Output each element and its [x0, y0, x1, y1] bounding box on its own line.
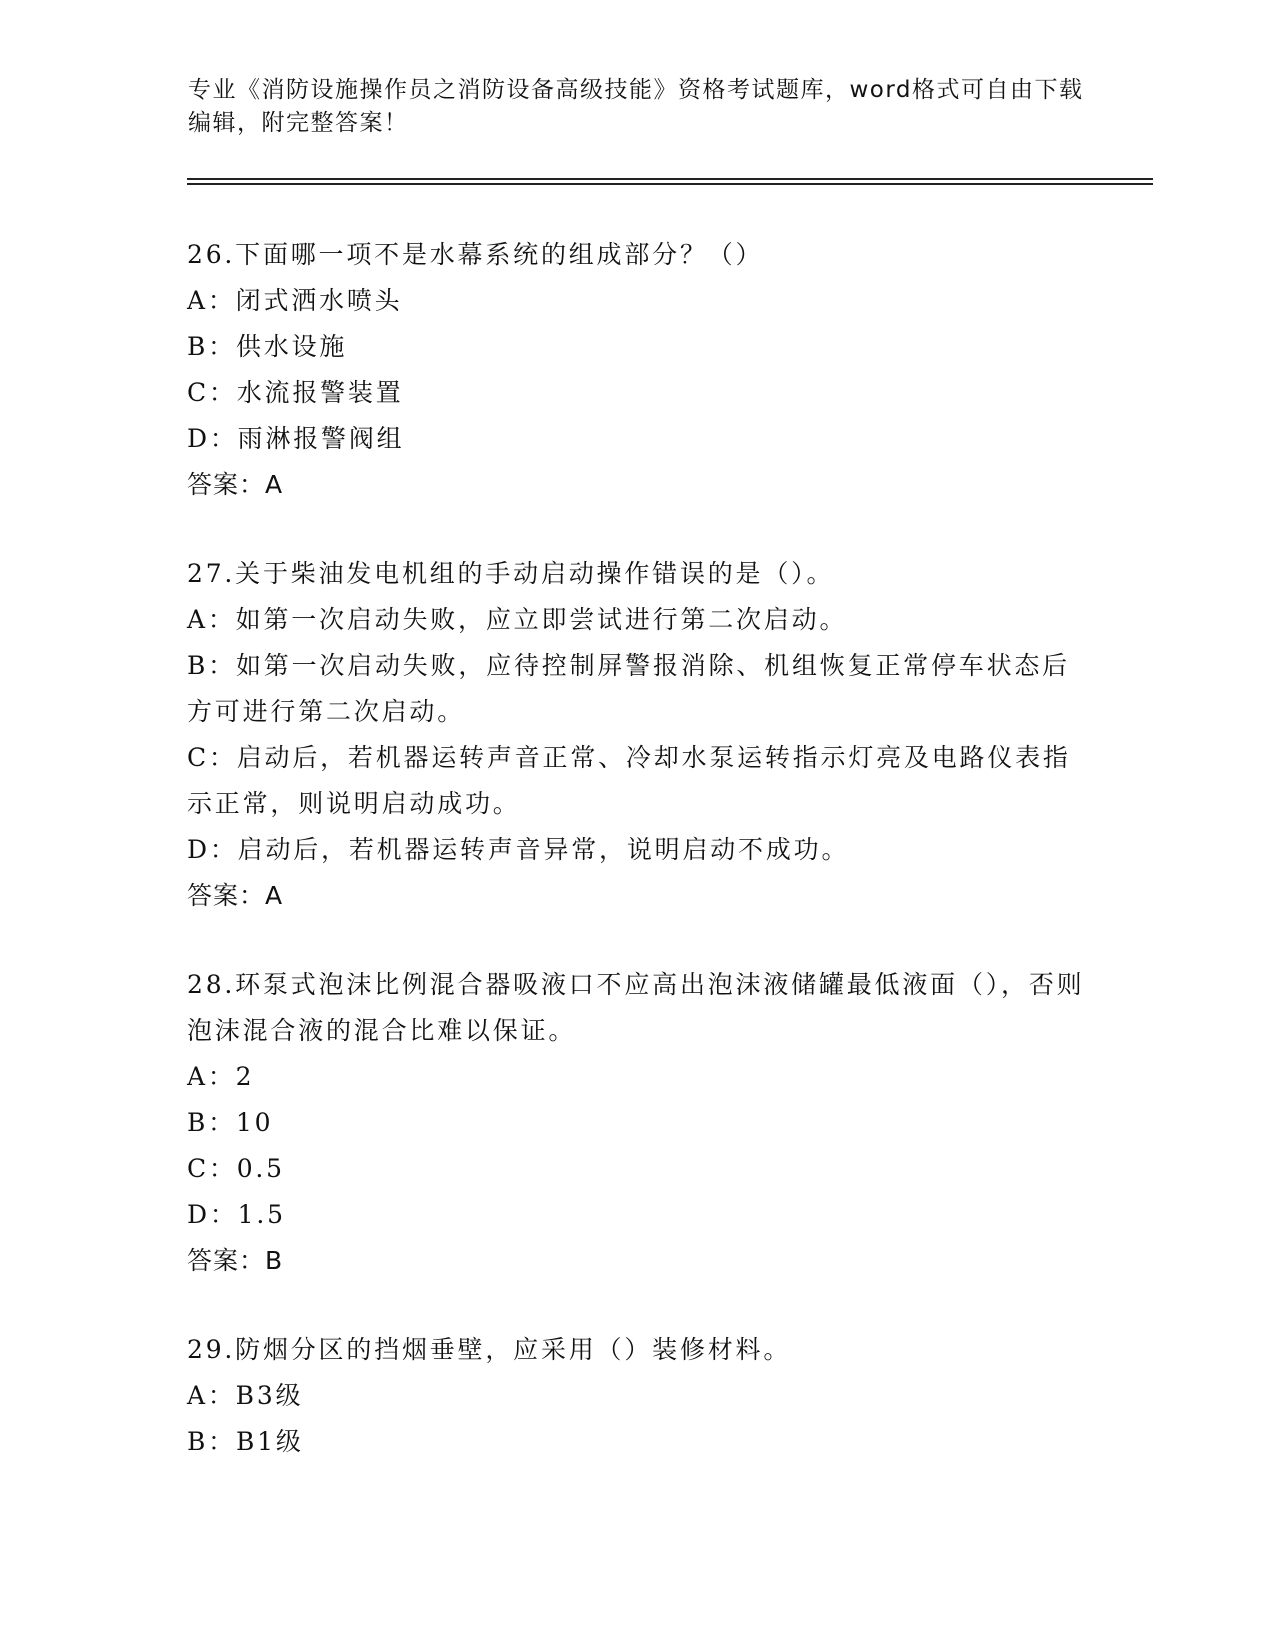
question-27 [187, 551, 1087, 919]
question-stem: 29.防烟分区的挡烟垂壁，应采用（）装修材料。 [187, 1335, 792, 1364]
option-c: C：水流报警装置 [187, 378, 404, 407]
option-c: C：0.5 [187, 1154, 285, 1183]
answer: 答案：A [187, 470, 284, 499]
option-a: A：闭式洒水喷头 [187, 286, 403, 315]
option-b: B：B1级 [187, 1427, 304, 1456]
question-stem: 28.环泵式泡沫比例混合器吸液口不应高出泡沫液储罐最低液面（），否则泡沫混合液的混合比难以保证。 [187, 970, 1085, 1045]
option-d: D：雨淋报警阀组 [187, 424, 405, 453]
question-stem: 27.关于柴油发电机组的手动启动操作错误的是（）。 [187, 559, 835, 588]
option-a: A：B3级 [187, 1381, 304, 1410]
question-28 [187, 962, 1087, 1284]
option-d: D：启动后，若机器运转声音异常，说明启动不成功。 [187, 835, 850, 864]
header-divider-bottom [187, 183, 1153, 185]
document-header: 专业《消防设施操作员之消防设备高级技能》资格考试题库，word格式可自由下载编辑，附完整答案！ [188, 77, 1084, 136]
answer: 答案：A [187, 881, 284, 910]
option-b: B：10 [187, 1108, 274, 1137]
question-26 [187, 232, 1087, 508]
option-a: A：2 [187, 1062, 255, 1091]
option-c: C：启动后，若机器运转声音正常、冷却水泵运转指示灯亮及电路仪表指示正常，则说明启动成功。 [187, 743, 1071, 818]
question-stem: 26.下面哪一项不是水幕系统的组成部分？（） [187, 240, 764, 269]
option-b: B：如第一次启动失败，应待控制屏警报消除、机组恢复正常停车状态后方可进行第二次启动。 [187, 651, 1070, 726]
option-b: B：供水设施 [187, 332, 348, 361]
header-divider-top [187, 178, 1153, 180]
option-a: A：如第一次启动失败，应立即尝试进行第二次启动。 [187, 605, 848, 634]
question-29 [187, 1327, 1087, 1465]
answer: 答案：B [187, 1246, 284, 1275]
option-d: D：1.5 [187, 1200, 286, 1229]
question-list [187, 232, 1087, 1508]
